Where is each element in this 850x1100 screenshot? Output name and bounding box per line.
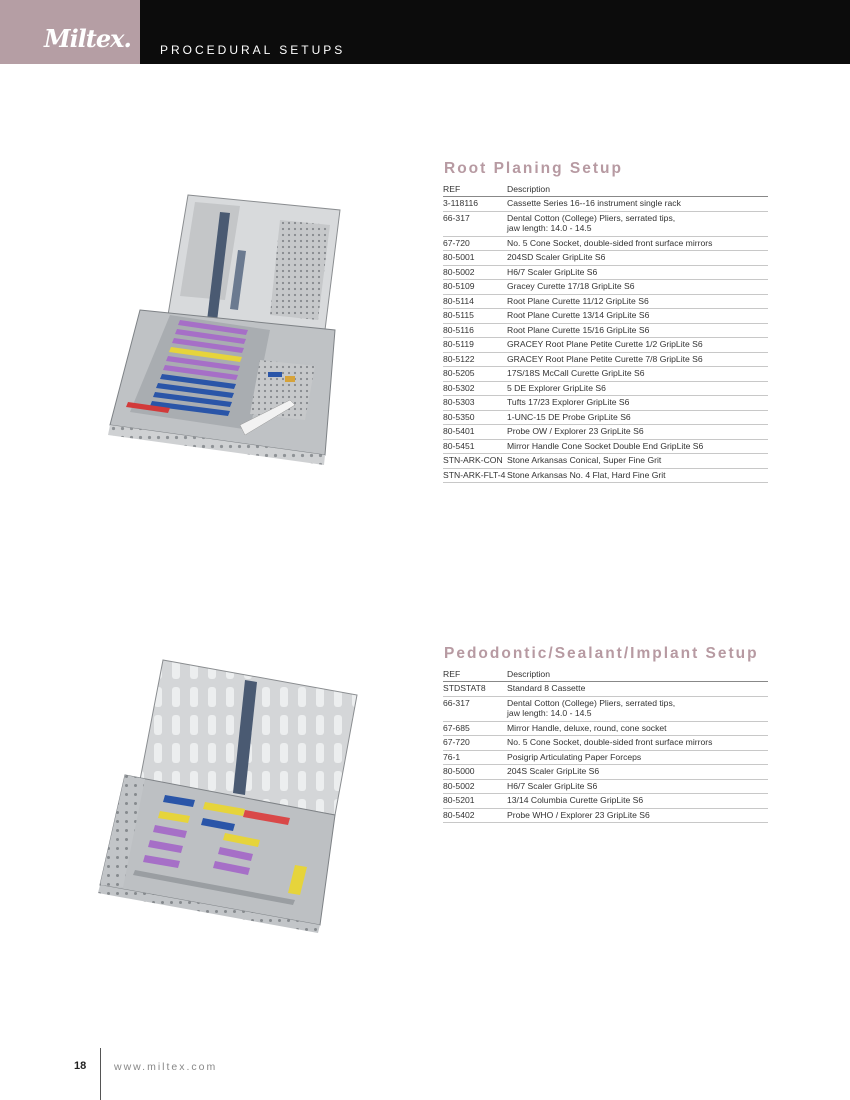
description-cell [507,696,768,721]
description-cell [507,765,768,780]
ref-cell: 80-5001 [443,251,507,266]
description-line: Probe WHO / Explorer 23 GripLite S6 [507,809,650,820]
ref-cell: 3-118116 [443,197,507,212]
pedodontic-title: Pedodontic/Sealant/Implant Setup [444,645,759,662]
root-planing-cassette-photo [100,190,345,470]
ref-cell: 67-720 [443,236,507,251]
description-cell [507,682,768,697]
description-cell [507,367,768,382]
table-row [443,454,768,469]
pedodontic-cassette-photo [95,655,365,935]
description-cell [507,750,768,765]
table-row [443,352,768,367]
table-row [443,696,768,721]
table-row [443,251,768,266]
description-line: Dental Cotton (College) Pliers, serrated tips, [507,212,676,223]
ref-cell: 76-1 [443,750,507,765]
ref-cell: 80-5000 [443,765,507,780]
description-line: Tufts 17/23 Explorer GripLite S6 [507,397,630,407]
ref-cell: 66-317 [443,211,507,236]
description-cell [507,721,768,736]
description-cell [507,197,768,212]
description-line: GRACEY Root Plane Petite Curette 1/2 GripLite S6 [507,339,703,349]
root-planing-table [443,182,768,483]
table-row [443,381,768,396]
description-line: Standard 8 Cassette [507,683,586,693]
description-line: 13/14 Columbia Curette GripLite S6 [507,795,644,805]
ref-cell: 80-5119 [443,338,507,353]
description-line: No. 5 Cone Socket, double-sided front surface mirrors [507,737,713,747]
description-cell [507,794,768,809]
description-line: Stone Arkansas Conical, Super Fine Grit [507,455,662,465]
table-header-row [443,182,768,197]
table-row [443,779,768,794]
ref-cell: 80-5201 [443,794,507,809]
ref-cell: 80-5350 [443,410,507,425]
description-line: 1-UNC-15 DE Probe GripLite S6 [507,411,631,422]
table-row [443,211,768,236]
table-row [443,294,768,309]
ref-cell: 66-317 [443,696,507,721]
table-row [443,338,768,353]
table-row [443,410,768,425]
description-line: 204SD Scaler GripLite S6 [507,252,606,262]
ref-cell: STDSTAT8 [443,682,507,697]
page-header [0,0,850,64]
description-line: H6/7 Scaler GripLite S6 [507,780,598,791]
ref-column-header: REF [443,667,507,682]
ref-cell: 80-5401 [443,425,507,440]
description-line: Root Plane Curette 15/16 GripLite S6 [507,324,650,335]
description-cell [507,294,768,309]
description-line: Root Plane Curette 13/14 GripLite S6 [507,310,650,320]
ref-cell: 80-5002 [443,779,507,794]
table-row [443,396,768,411]
description-cell [507,280,768,295]
description-cell [507,439,768,454]
description-cell [507,211,768,236]
website-link[interactable]: www.miltex.com [114,1061,218,1073]
table-row [443,309,768,324]
description-cell [507,381,768,396]
description-cell [507,410,768,425]
description-line: Probe OW / Explorer 23 GripLite S6 [507,426,644,436]
table-row [443,794,768,809]
description-line: Gracey Curette 17/18 GripLite S6 [507,281,635,291]
description-line: Root Plane Curette 11/12 GripLite S6 [507,295,649,306]
table-row [443,750,768,765]
description-cell [507,396,768,411]
ref-cell: STN-ARK-CON [443,454,507,469]
description-line: Dental Cotton (College) Pliers, serrated tips, [507,697,676,708]
table-row [443,367,768,382]
table-row [443,236,768,251]
description-cell [507,425,768,440]
root-planing-title: Root Planing Setup [444,160,623,177]
description-line: H6/7 Scaler GripLite S6 [507,266,598,277]
description-line: GRACEY Root Plane Petite Curette 7/8 GripLite S6 [507,353,703,364]
description-line: Cassette Series 16--16 instrument single rack [507,198,681,208]
description-cell [507,251,768,266]
logo-box [0,0,140,64]
page-number: 18 [74,1060,87,1072]
ref-cell: 80-5114 [443,294,507,309]
table-row [443,439,768,454]
description-line: No. 5 Cone Socket, double-sided front surface mirrors [507,237,713,248]
miltex-logo: Miltex. [44,24,131,53]
ref-cell: 80-5302 [443,381,507,396]
table-row [443,721,768,736]
ref-cell: 80-5002 [443,265,507,280]
pedodontic-table [443,667,768,823]
description-column-header: Description [507,182,768,197]
table-header-row [443,667,768,682]
description-line: 5 DE Explorer GripLite S6 [507,382,606,393]
footer-divider [100,1048,101,1100]
description-cell [507,338,768,353]
description-cell [507,309,768,324]
ref-cell: 80-5115 [443,309,507,324]
description-line: Posigrip Articulating Paper Forceps [507,751,642,762]
ref-cell: 67-685 [443,721,507,736]
ref-cell: 67-720 [443,736,507,751]
description-column-header: Description [507,667,768,682]
ref-cell: 80-5116 [443,323,507,338]
description-cell [507,265,768,280]
table-row [443,468,768,483]
description-line: 204S Scaler GripLite S6 [507,766,600,776]
ref-cell: 80-5205 [443,367,507,382]
description-line: Stone Arkansas No. 4 Flat, Hard Fine Grit [507,469,666,480]
description-line: jaw length: 14.0 - 14.5 [507,223,592,233]
table-row [443,736,768,751]
description-cell [507,454,768,469]
description-cell [507,808,768,823]
description-line: Mirror Handle Cone Socket Double End GripLite S6 [507,440,704,451]
ref-column-header: REF [443,182,507,197]
table-row [443,682,768,697]
table-row [443,425,768,440]
table-row [443,280,768,295]
table-row [443,808,768,823]
description-cell [507,323,768,338]
ref-cell: STN-ARK-FLT-4 [443,468,507,483]
description-line: jaw length: 14.0 - 14.5 [507,708,592,718]
description-line: 17S/18S McCall Curette GripLite S6 [507,368,645,378]
table-row [443,265,768,280]
description-line: Mirror Handle, deluxe, round, cone socket [507,722,667,733]
table-row [443,765,768,780]
table-row [443,197,768,212]
ref-cell: 80-5451 [443,439,507,454]
description-cell [507,468,768,483]
ref-cell: 80-5109 [443,280,507,295]
description-cell [507,236,768,251]
section-label: PROCEDURAL SETUPS [160,43,346,57]
ref-cell: 80-5122 [443,352,507,367]
description-cell [507,779,768,794]
table-row [443,323,768,338]
ref-cell: 80-5303 [443,396,507,411]
ref-cell: 80-5402 [443,808,507,823]
description-cell [507,352,768,367]
description-cell [507,736,768,751]
